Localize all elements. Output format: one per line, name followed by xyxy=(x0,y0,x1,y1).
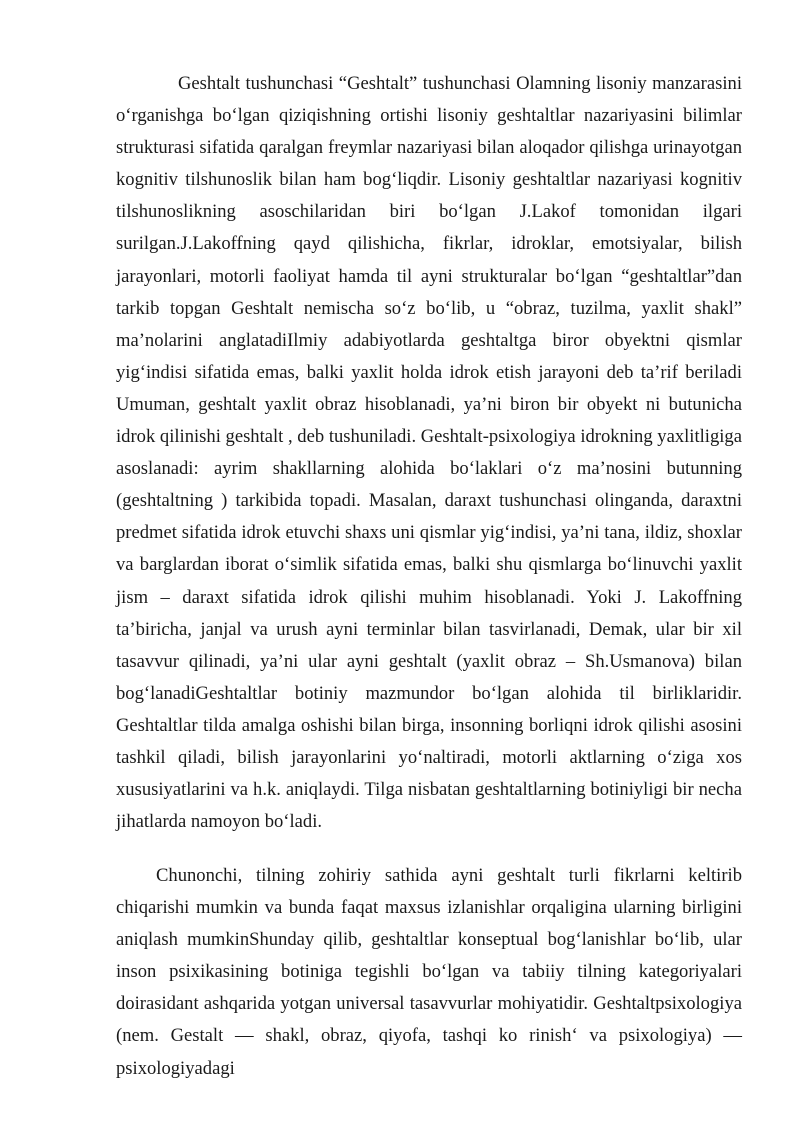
body-paragraph-1: Geshtalt tushunchasi “Geshtalt” tushunchasi Olamning lisoniy manzarasini o‘rganishga bo‘lgan qiziqishning ortishi lisoniy geshtaltlar nazariyasini bilimlar strukturasi sifatida qaralgan freymlar nazariyasi bilan aloqador qilishga urinayotgan kognitiv tilshunoslik bilan ham bog‘liqdir. Lisoniy geshtaltlar nazariyasi kognitiv tilshunoslikning asoschilaridan biri bo‘lgan J.Lakof tomonidan ilgari surilgan.J.Lakoffning qayd qilishicha, fikrlar, idroklar, emotsiyalar, bilish jarayonlari, motorli faoliyat hamda til ayni strukturalar bo‘lgan “geshtaltlar”dan tarkib topgan Geshtalt nemischa so‘z bo‘lib, u “obraz, tuzilma, yaxlit shakl” ma’nolarini anglatadiIlmiy adabiyotlarda geshtaltga biror obyektni qismlar yig‘indisi sifatida emas, balki yaxlit holda idrok etish jarayoni deb ta’rif beriladi Umuman, geshtalt yaxlit obraz hisoblanadi, ya’ni biron bir obyekt ni butunicha idrok qilinishi geshtalt , deb tushuniladi. Geshtalt-psixologiya idrokning yaxlitligiga asoslanadi: ayrim shakllarning alohida bo‘laklari o‘z ma’nosini butunning (geshtaltning ) tarkibida topadi. Masalan, daraxt tushunchasi olinganda, daraxtni predmet sifatida idrok etuvchi shaxs uni qismlar yig‘indisi, ya’ni tana, ildiz, shoxlar va barglardan iborat o‘simlik sifatida emas, balki shu qismlarga bo‘linuvchi yaxlit jism – daraxt sifatida idrok qilishi muhim hisoblanadi. Yoki J. Lakoffning ta’biricha, janjal va urush ayni terminlar bilan tasvirlanadi, Demak, ular bir xil tasavvur qilinadi, ya’ni ular ayni geshtalt (yaxlit obraz – Sh.Usmanova) bilan bog‘lanadiGeshtaltlar botiniy mazmundor bo‘lgan alohida til birliklaridir. Geshtaltlar tilda amalga oshishi bilan birga, insonning borliqni idrok qilishi asosini tashkil qiladi, bilish jarayonlarini yo‘naltiradi, motorli aktlarning o‘ziga xos xususiyatlarini va h.k. aniqlaydi. Tilga nisbatan geshtaltlarning botiniyligi bir necha jihatlarda namoyon bo‘ladi. xyxy=(116,73,742,833)
body-paragraph-2: Chunonchi, tilning zohiriy sathida ayni geshtalt turli fikrlarni keltirib chiqarishi mumkin va bunda faqat maxsus izlanishlar orqaligina ularning birligini aniqlash mumkinShunday qilib, geshtaltlar konseptual bog‘lanishlar bo‘lib, ular inson psixikasining botiniga tegishli bo‘lgan va tabiiy tilning kategoriyalari doirasidant ashqarida yotgan universal tasavvurlar mohiyatidir. Geshtaltpsixologiya (nem. Gestalt — shakl, obraz, qiyofa, tashqi ko rinish‘ va psixologiya) — psixologiyadagi xyxy=(116,865,742,1079)
